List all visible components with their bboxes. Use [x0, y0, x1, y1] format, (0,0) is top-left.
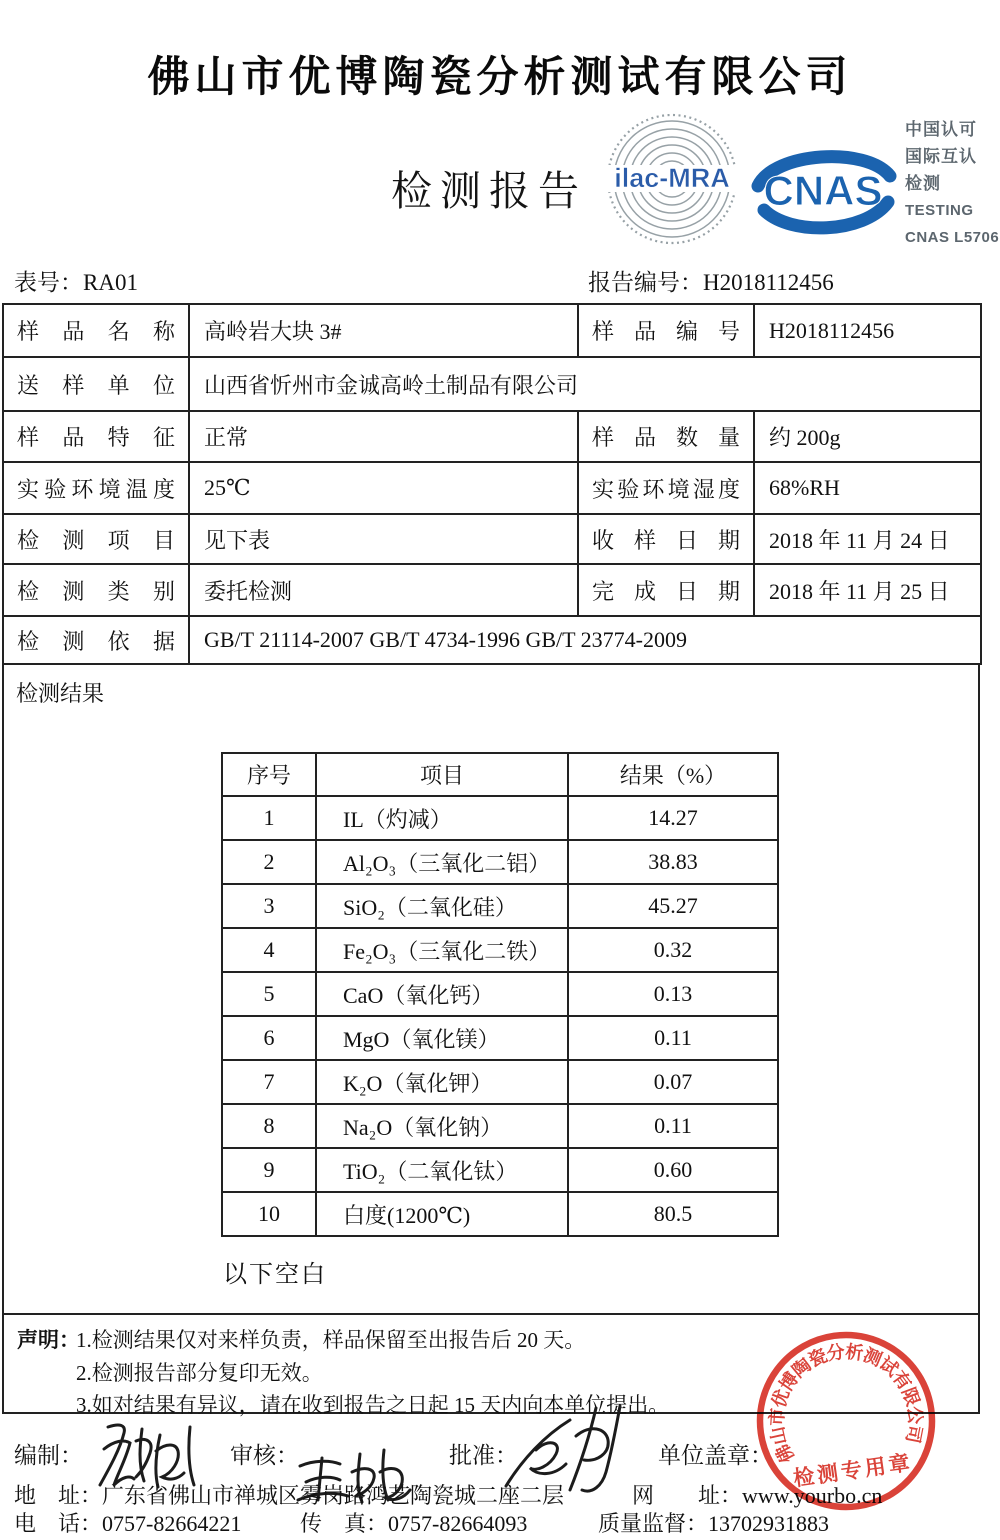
result-value: 0.13: [568, 972, 778, 1016]
row-index: 8: [222, 1104, 316, 1148]
table-row: [222, 1104, 778, 1148]
table-row: [3, 462, 981, 514]
field-label: 检测类别: [3, 564, 189, 616]
field-value: H2018112456: [754, 304, 981, 357]
field-value: 山西省忻州市金诚高岭土制品有限公司: [189, 357, 981, 411]
field-label: 送样单位: [3, 357, 189, 411]
result-value: 80.5: [568, 1192, 778, 1236]
table-row: [222, 972, 778, 1016]
approved-by-label: 批准：: [449, 1443, 518, 1468]
analyte-name: Na₂O（氧化钠）: [316, 1104, 568, 1148]
field-value: 约 200g: [754, 411, 981, 462]
table-row: [222, 1192, 778, 1236]
row-index: 2: [222, 840, 316, 884]
ilac-mra-logo-icon: [606, 113, 738, 245]
quality-supervision-value: 13702931883: [708, 1511, 830, 1536]
fax-value: 0757-82664093: [388, 1511, 528, 1536]
field-label: 实验环境湿度: [578, 462, 754, 514]
analyte-name: K₂O（氧化钾）: [316, 1060, 568, 1104]
field-label: 实验环境温度: [3, 462, 189, 514]
results-section: [2, 663, 980, 1315]
row-index: 7: [222, 1060, 316, 1104]
accreditation-text: [905, 116, 999, 251]
field-value: 2018 年 11 月 24 日: [754, 514, 981, 564]
field-label: 收样日期: [578, 514, 754, 564]
field-label: 完成日期: [578, 564, 754, 616]
result-value: 38.83: [568, 840, 778, 884]
reviewed-by-label: 审核：: [230, 1443, 299, 1468]
statement-line: 1.检测结果仅对来样负责，样品保留至出报告后 20 天。: [76, 1328, 586, 1352]
result-value: 0.07: [568, 1060, 778, 1104]
seal-company-text: 佛山市优博陶瓷分析测试有限公司: [766, 1341, 926, 1467]
field-value: GB/T 21114-2007 GB/T 4734-1996 GB/T 23774-2009: [189, 616, 981, 664]
accreditation-line: CNAS L5706: [905, 229, 1000, 246]
table-header-row: [222, 753, 778, 796]
row-index: 9: [222, 1148, 316, 1192]
column-header: 项目: [316, 753, 568, 796]
accreditation-line: 国际互认: [905, 147, 977, 166]
report-number: [588, 264, 834, 297]
column-header: 结果（%）: [568, 753, 778, 796]
result-value: 0.11: [568, 1104, 778, 1148]
ilac-mra-logo-text: ilac-MRA: [614, 163, 730, 193]
report-title: 检测报告: [391, 168, 587, 214]
analyte-name: Al₂O₃（三氧化二铝）: [316, 840, 568, 884]
results-section-label: 检测结果: [16, 681, 105, 706]
svg-text:佛山市优博陶瓷分析测试有限公司: [755, 1331, 929, 1468]
row-index: 5: [222, 972, 316, 1016]
table-row: [222, 840, 778, 884]
table-row: [3, 411, 981, 462]
website-label: 网 址：: [632, 1483, 743, 1508]
form-number: [14, 264, 138, 297]
row-index: 1: [222, 796, 316, 840]
report-number-value: H2018112456: [703, 270, 834, 295]
cnas-logo-text: CNAS: [763, 167, 883, 214]
analyte-name: TiO₂（二氧化钛）: [316, 1148, 568, 1192]
address-line: [14, 1479, 564, 1510]
report-number-label: 报告编号：: [588, 270, 703, 295]
table-row: [3, 514, 981, 564]
cnas-logo-icon: [748, 144, 898, 236]
field-value: 25℃: [189, 462, 578, 514]
analyte-name: SiO₂（二氧化硅）: [316, 884, 568, 928]
fax-line: [300, 1507, 527, 1538]
result-value: 14.27: [568, 796, 778, 840]
statement-line: 2.检测报告部分复印无效。: [76, 1361, 323, 1385]
address-label: 地 址：: [14, 1483, 103, 1508]
accreditation-line: TESTING: [905, 202, 974, 219]
result-value: 45.27: [568, 884, 778, 928]
table-row: [222, 1060, 778, 1104]
address-value: 广东省佛山市禅城区雾岗路鸿艺陶瓷城二座二层: [102, 1483, 565, 1508]
analyte-name: MgO（氧化镁）: [316, 1016, 568, 1060]
field-label: 检测依据: [3, 616, 189, 664]
analyte-name: IL（灼减）: [316, 796, 568, 840]
table-row: [3, 357, 981, 411]
company-seal-label: 单位盖章：: [658, 1443, 773, 1468]
field-value: 委托检测: [189, 564, 578, 616]
results-table: [221, 752, 779, 1237]
table-row: [3, 564, 981, 616]
column-header: 序号: [222, 753, 316, 796]
website-value: www.yourbo.cn: [742, 1483, 883, 1508]
table-row: [222, 884, 778, 928]
row-index: 3: [222, 884, 316, 928]
result-value: 0.11: [568, 1016, 778, 1060]
below-blank-note: 以下空白: [223, 1262, 327, 1288]
field-value: 68%RH: [754, 462, 981, 514]
field-value: 高岭岩大块 3#: [189, 304, 578, 357]
statement-label: 声明：: [17, 1328, 80, 1352]
field-label: 检测项目: [3, 514, 189, 564]
table-row: [3, 616, 981, 664]
phone-line: [14, 1507, 241, 1538]
table-row: [222, 1016, 778, 1060]
table-row: [222, 1148, 778, 1192]
analyte-name: Fe₂O₃（三氧化二铁）: [316, 928, 568, 972]
field-label: 样品编号: [578, 304, 754, 357]
field-value: 2018 年 11 月 25 日: [754, 564, 981, 616]
fax-label: 传 真：: [300, 1511, 389, 1536]
form-number-label: 表号：: [14, 270, 83, 295]
field-value: 正常: [189, 411, 578, 462]
prepared-by-label: 编制：: [14, 1443, 83, 1468]
table-row: [3, 304, 981, 357]
company-seal-stamp-icon: [727, 1302, 964, 1539]
table-row: [222, 796, 778, 840]
accreditation-line: 检测: [905, 174, 941, 193]
result-value: 0.32: [568, 928, 778, 972]
field-label: 样品数量: [578, 411, 754, 462]
phone-label: 电 话：: [14, 1511, 103, 1536]
row-index: 4: [222, 928, 316, 972]
analyte-name: CaO（氧化钙）: [316, 972, 568, 1016]
analyte-name: 白度(1200℃): [316, 1192, 568, 1236]
form-number-value: RA01: [83, 270, 138, 295]
company-title: 佛山市优博陶瓷分析测试有限公司: [147, 53, 853, 100]
field-label: 样品特征: [3, 411, 189, 462]
statement-line: 3.如对结果有异议，请在收到报告之日起 15 天内向本单位提出。: [76, 1393, 670, 1417]
field-label: 样品名称: [3, 304, 189, 357]
result-value: 0.60: [568, 1148, 778, 1192]
field-value: 见下表: [189, 514, 578, 564]
row-index: 10: [222, 1192, 316, 1236]
quality-supervision-label: 质量监督：: [598, 1511, 709, 1536]
accreditation-line: 中国认可: [905, 120, 977, 139]
phone-value: 0757-82664221: [102, 1511, 242, 1536]
sample-info-table: [2, 303, 982, 665]
seal-type-text: 检测专用章: [791, 1450, 915, 1491]
table-row: [222, 928, 778, 972]
row-index: 6: [222, 1016, 316, 1060]
